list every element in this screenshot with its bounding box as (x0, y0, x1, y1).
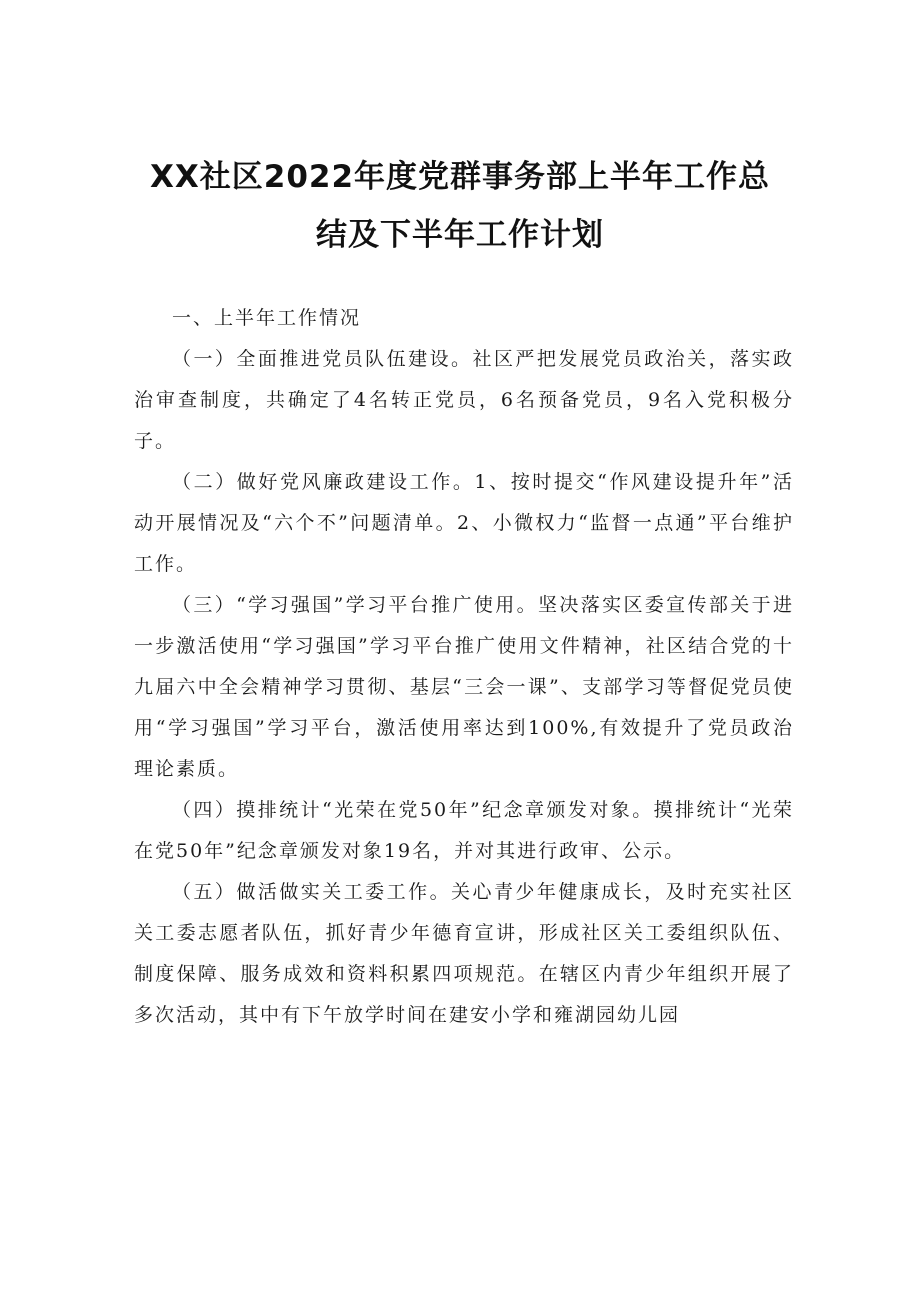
paragraph-4: （四）摸排统计“光荣在党50年”纪念章颁发对象。摸排统计“光荣在党50年”纪念章颁发对象19名，并对其进行政审、公示。 (134, 799, 794, 862)
paragraph-1: （一）全面推进党员队伍建设。社区严把发展党员政治关，落实政治审查制度，共确定了4名转正党员，6名预备党员，9名入党积极分子。 (134, 348, 794, 452)
document-body (134, 298, 794, 1036)
section-heading: 一、上半年工作情况 (172, 307, 362, 329)
paragraph-3: （三）“学习强国”学习平台推广使用。坚决落实区委宣传部关于进一步激活使用“学习强国”学习平台推广使用文件精神，社区结合党的十九届六中全会精神学习贯彻、基层“三会一课”、支部学习等督促党员使用“学习强国”学习平台，激活使用率达到100%,有效提升了党员政治理论素质。 (134, 594, 794, 780)
title-line-1: XX社区2022年度党群事务部上半年工作总 (149, 159, 771, 195)
paragraph-2: （二）做好党风廉政建设工作。1、按时提交“作风建设提升年”活动开展情况及“六个不”问题清单。2、小微权力“监督一点通”平台维护工作。 (134, 471, 794, 575)
paragraph-5: （五）做活做实关工委工作。关心青少年健康成长，及时充实社区关工委志愿者队伍，抓好青少年德育宣讲，形成社区关工委组织队伍、制度保障、服务成效和资料积累四项规范。在辖区内青少年组织开展了多次活动，其中有下午放学时间在建安小学和雍湖园幼儿园 (134, 881, 794, 1026)
document-title (120, 148, 800, 264)
title-line-2: 结及下半年工作计划 (316, 217, 604, 253)
